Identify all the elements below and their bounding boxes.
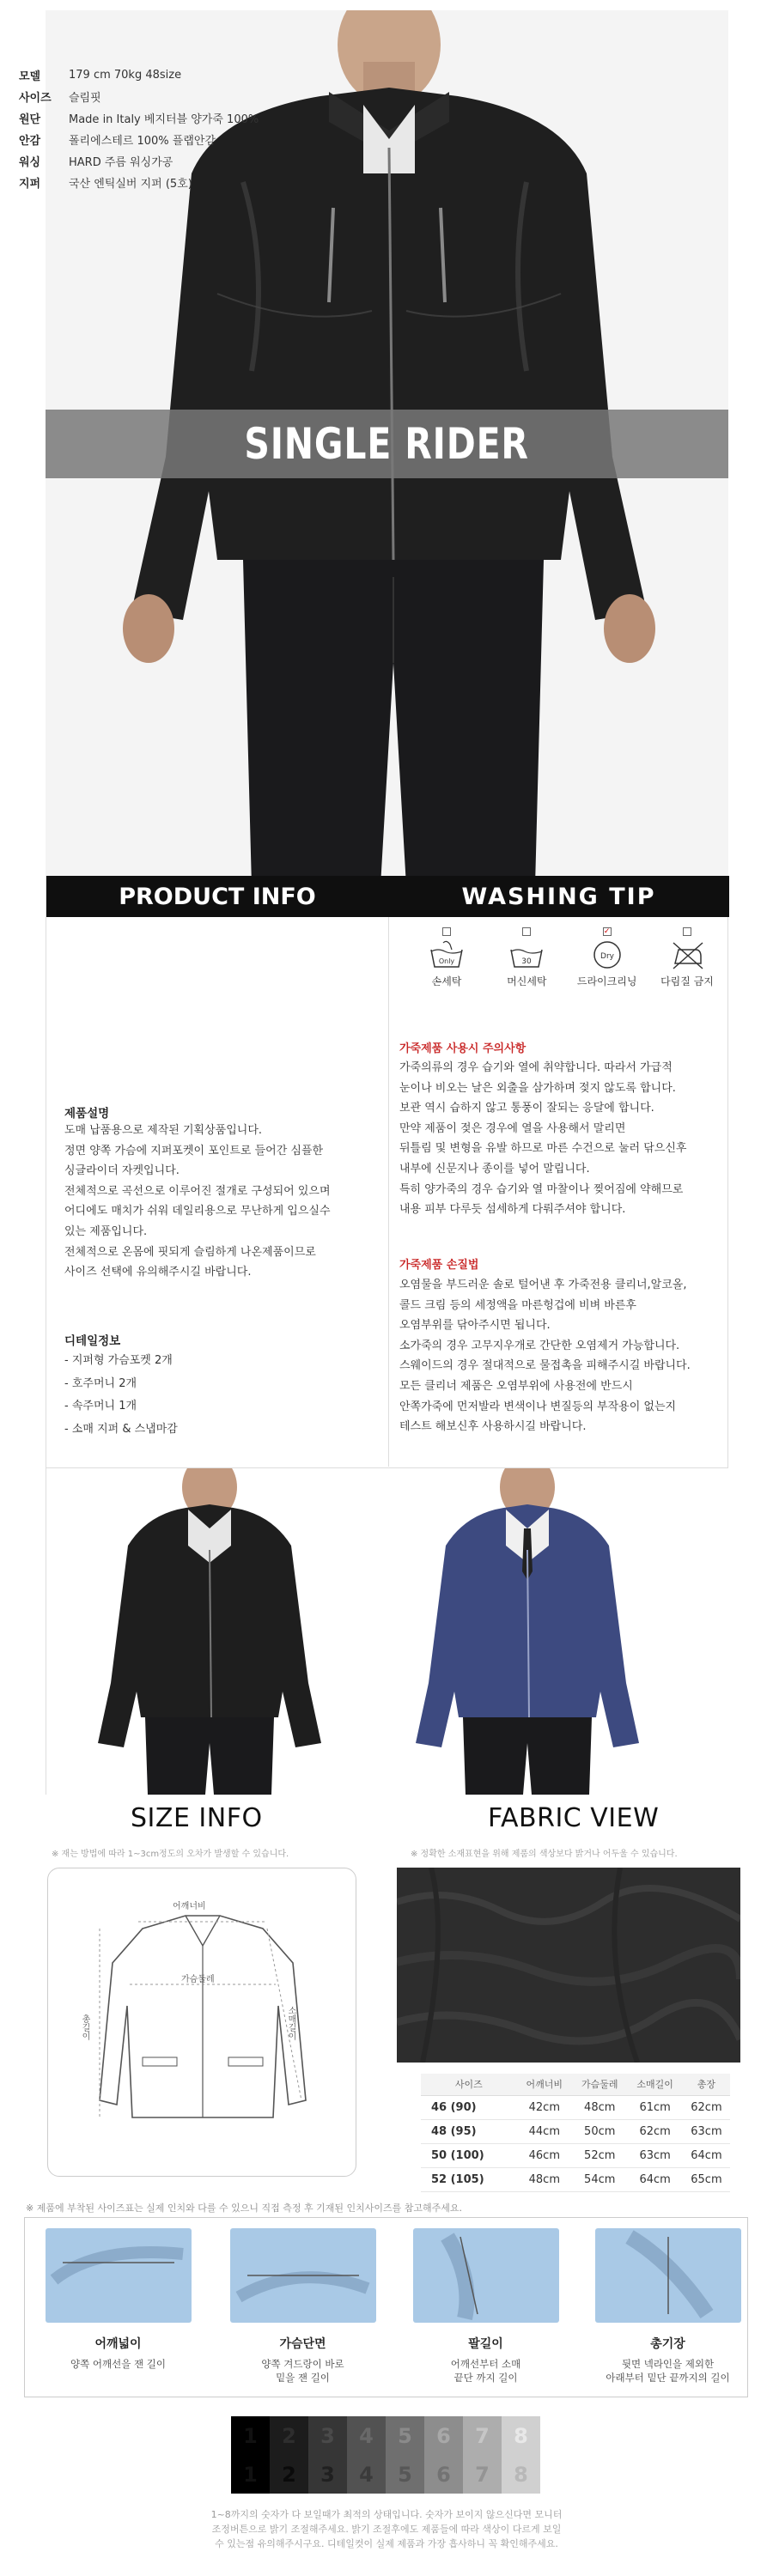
gray-swatch	[270, 2416, 308, 2494]
gray-swatch	[347, 2416, 386, 2494]
spec-list	[19, 64, 259, 193]
details-title: 디테일정보	[64, 1334, 121, 1348]
machine-wash-icon	[508, 939, 545, 970]
sleeve-measure-photo	[413, 2228, 559, 2323]
spec-key: 모델	[19, 70, 41, 83]
gray-swatch	[386, 2416, 424, 2494]
gray-number: 6	[436, 2462, 451, 2487]
table-cell: 64cm	[627, 2167, 682, 2191]
care-line: 내용 피부 다루듯 섬세하게 다뤄주셔야 합니다.	[399, 1203, 626, 1217]
gray-number: 1	[243, 2462, 258, 2487]
table-row	[421, 2143, 730, 2167]
wash-item-hand	[412, 927, 481, 988]
dry-clean-icon	[588, 939, 626, 970]
table-row	[421, 2167, 730, 2191]
care-caution-title: 가죽제품 사용시 주의사항	[399, 1042, 526, 1055]
size-table-th: 어깨너비	[517, 2074, 572, 2095]
gray-swatch	[308, 2416, 347, 2494]
size-cell: 52 (105)	[421, 2167, 517, 2191]
checkbox-icon	[683, 927, 691, 936]
description-line: 전체적으로 곡선으로 이루어진 절개로 구성되어 있으며	[64, 1184, 331, 1198]
gray-note-line: 1~8까지의 숫자가 다 보일때가 최적의 상태입니다. 숫자가 보이지 않으신다면 모니터	[210, 2509, 563, 2520]
table-cell: 44cm	[517, 2119, 572, 2143]
length-measure-photo	[595, 2228, 741, 2323]
size-table-th: 사이즈	[421, 2074, 517, 2095]
size-info-title: SIZE INFO	[131, 1803, 263, 1833]
gray-number: 7	[475, 2462, 490, 2487]
care-caution-text	[399, 1058, 717, 1220]
sleeve-measure-image	[413, 2228, 559, 2323]
gray-swatch	[463, 2416, 502, 2494]
measure-desc-line: 밑을 잰 길이	[276, 2372, 330, 2384]
care-line: 오염물을 부드러운 솔로 털어낸 후 가죽전용 클리너,알코올,	[399, 1279, 687, 1291]
gray-number: 2	[282, 2462, 296, 2487]
spec-row-fabric	[19, 107, 259, 129]
care-line: 가죽의류의 경우 습기와 열에 취약합니다. 따라서 가급적	[399, 1061, 673, 1074]
svg-text:Only: Only	[438, 957, 455, 965]
spec-key: 원단	[19, 113, 41, 126]
measure-desc	[43, 2357, 193, 2371]
measure-label: 팔길이	[468, 2337, 503, 2351]
spec-value: 슬림핏	[69, 92, 101, 105]
measure-notice: ※ 제품에 부착된 사이즈표는 실제 인치와 다를 수 있으니 직접 측정 후 기재된 인치사이즈를 참고해주세요.	[26, 2202, 462, 2214]
description-line: 사이즈 선택에 유의해주시길 바랍니다.	[64, 1266, 252, 1279]
gray-number: 3	[320, 2423, 335, 2448]
measure-desc-line: 양쪽 겨드랑이 바로	[261, 2358, 344, 2370]
size-table-th: 소매길이	[627, 2074, 682, 2095]
checkbox-icon	[522, 927, 531, 936]
product-info-header: PRODUCT INFO	[46, 876, 388, 917]
spec-key: 안감	[19, 135, 41, 148]
wash-label: 다림질 금지	[660, 975, 714, 987]
measure-desc-line: 아래부터 밑단 끝까지의 길이	[606, 2372, 730, 2384]
description-text	[64, 1121, 382, 1283]
chest-label: 가슴둘레	[181, 1975, 215, 1984]
hand-wash-icon	[428, 939, 466, 970]
measure-desc-line: 양쪽 어깨선을 잰 길이	[70, 2358, 166, 2370]
measure-label: 가슴단면	[279, 2337, 326, 2351]
wash-label: 손세탁	[431, 975, 462, 987]
gray-number: 8	[514, 2423, 528, 2448]
spec-value: Made in Italy 베지터블 양가죽 100%	[69, 113, 259, 126]
measure-card-chest	[228, 2228, 378, 2385]
product-title: SINGLE RIDER	[244, 419, 530, 469]
table-cell: 62cm	[627, 2119, 682, 2143]
wash-item-noiron	[653, 927, 721, 988]
details-list	[64, 1350, 178, 1441]
wash-label: 드라이크리닝	[576, 975, 637, 987]
details-item: - 호주머니 2개	[64, 1376, 137, 1390]
measure-desc	[228, 2357, 378, 2385]
table-cell: 48cm	[517, 2167, 572, 2191]
description-line: 정면 양쪽 가슴에 지퍼포켓이 포인트로 들어간 심플한	[64, 1144, 324, 1157]
measure-card-shoulder	[43, 2228, 193, 2371]
size-table-header	[421, 2074, 730, 2095]
table-cell: 42cm	[517, 2095, 572, 2119]
gray-number: 5	[398, 2462, 412, 2487]
care-line: 뒤틀림 및 변형을 유발 하므로 마른 수건으로 눌러 닦으신후	[399, 1142, 687, 1156]
gray-swatch	[231, 2416, 270, 2494]
wash-label: 머신세탁	[507, 975, 547, 987]
gray-number: 2	[282, 2423, 296, 2448]
table-cell: 64cm	[683, 2143, 730, 2167]
size-table-th: 가슴둘레	[572, 2074, 627, 2095]
shoulder-label: 어깨너비	[173, 1902, 206, 1911]
spec-row-model	[19, 64, 259, 86]
details-item: - 지퍼형 가슴포켓 2개	[64, 1354, 173, 1367]
spec-row-size	[19, 86, 259, 107]
gray-note-line: 조정버튼으로 밝기 조절해주세요. 밝기 조절후에도 제품들에 따라 색상이 다르게 보일	[211, 2524, 562, 2535]
color-options-photo	[46, 1468, 728, 1795]
care-line: 특히 양가죽의 경우 습기와 열 마찰이나 찢어짐에 약해므로	[399, 1182, 684, 1196]
checkbox-icon: ✓	[603, 927, 611, 936]
description-line: 전체적으로 온몸에 핏되게 슬림하게 나온제품이므로	[64, 1245, 316, 1259]
gray-number: 4	[359, 2423, 374, 2448]
details-item: - 속주머니 1개	[64, 1400, 137, 1413]
sleeve-label: 소매길이	[286, 2006, 295, 2040]
care-line: 만약 제품이 젖은 경우에 열을 사용해서 말리면	[399, 1121, 626, 1135]
table-cell: 65cm	[683, 2167, 730, 2191]
length-label: 총길이	[80, 2014, 89, 2040]
table-cell: 52cm	[572, 2143, 627, 2167]
table-row	[421, 2095, 730, 2119]
measure-desc	[593, 2357, 743, 2385]
gray-number: 8	[514, 2462, 528, 2487]
details-item: - 소매 지퍼 & 스냅마감	[64, 1422, 178, 1436]
shoulder-measure-photo	[46, 2228, 192, 2323]
spec-value: 국산 엔틱실버 지퍼 (5호)	[69, 178, 192, 191]
washing-tip-header: WASHING TIP	[388, 876, 729, 917]
size-cell: 50 (100)	[421, 2143, 517, 2167]
two-jackets-image	[46, 1468, 729, 1795]
measure-desc-line: 뒷면 넥라인을 제외한	[621, 2358, 715, 2370]
gray-number: 4	[359, 2462, 374, 2487]
fabric-texture-image	[397, 1868, 740, 2063]
care-line: 콜드 크림 등의 세정액을 마른헝겁에 비벼 바른후	[399, 1298, 636, 1312]
care-line: 모든 클리너 제품은 오염부위에 사용전에 반드시	[399, 1379, 633, 1393]
size-cell: 46 (90)	[421, 2095, 517, 2119]
fabric-view-note: ※ 정확한 소재표현을 위해 제품의 색상보다 밝거나 어두울 수 있습니다.	[411, 1850, 678, 1859]
description-line: 어디에도 매치가 쉬워 데일리용으로 무난하게 입으실수	[64, 1205, 331, 1218]
spec-value: 179 cm 70kg 48size	[69, 69, 182, 82]
measure-card-sleeve	[411, 2228, 561, 2385]
care-line: 스웨이드의 경우 절대적으로 물접촉을 피해주시길 바랍니다.	[399, 1359, 691, 1373]
size-info-note: ※ 재는 방법에 따라 1~3cm정도의 오차가 발생할 수 있습니다.	[52, 1850, 289, 1859]
table-row	[421, 2119, 730, 2143]
size-table	[421, 2074, 730, 2192]
care-line: 오염부위를 닦아주시면 됩니다.	[399, 1319, 551, 1333]
chest-measure-image	[230, 2228, 376, 2323]
spec-value: 폴리에스테르 100% 플랩안감	[69, 135, 216, 148]
gray-number: 5	[398, 2423, 412, 2448]
washing-icons	[412, 927, 721, 988]
care-line: 내부에 신문지나 종이를 넣어 말립니다.	[399, 1162, 590, 1176]
gray-number: 6	[436, 2423, 451, 2448]
table-cell: 54cm	[572, 2167, 627, 2191]
size-diagram	[47, 1868, 356, 2177]
wash-item-machine	[492, 927, 561, 988]
gray-scale-chart	[231, 2416, 540, 2494]
care-cleaning-text	[399, 1275, 717, 1437]
measure-desc-line: 끝단 까지 길이	[453, 2372, 518, 2384]
table-cell: 63cm	[627, 2143, 682, 2167]
care-line: 보관 역시 습하지 않고 통풍이 잘되는 응달에 합니다.	[399, 1102, 654, 1115]
spec-key: 워싱	[19, 156, 41, 169]
product-title-band	[46, 410, 728, 478]
checkbox-icon	[442, 927, 451, 936]
gray-number: 7	[475, 2423, 490, 2448]
description-line: 도매 납품용으로 제작된 기획상품입니다.	[64, 1124, 263, 1137]
gray-scale-note	[0, 2507, 773, 2551]
spec-row-lining	[19, 129, 259, 150]
care-line: 소가죽의 경우 고무지우개로 간단한 오염제거 가능합니다.	[399, 1339, 680, 1352]
shoulder-measure-image	[46, 2228, 192, 2323]
care-cleaning-title: 가죽제품 손질법	[399, 1259, 479, 1272]
measure-desc	[411, 2357, 561, 2385]
care-line: 테스트 해보신후 사용하시길 바랍니다.	[399, 1420, 587, 1434]
care-line: 안쪽가죽에 먼저발라 변색이나 변질등의 부작용이 없는지	[399, 1400, 677, 1413]
no-iron-icon	[668, 939, 706, 970]
measure-card-length	[593, 2228, 743, 2385]
table-cell: 63cm	[683, 2119, 730, 2143]
gray-number: 3	[320, 2462, 335, 2487]
leather-texture	[397, 1868, 740, 2063]
size-table-th: 총장	[683, 2074, 730, 2095]
spec-value: HARD 주름 워싱가공	[69, 156, 173, 169]
gray-swatch	[502, 2416, 540, 2494]
length-measure-image	[595, 2228, 741, 2323]
fabric-view-title: FABRIC VIEW	[488, 1803, 660, 1833]
chest-measure-photo	[230, 2228, 376, 2323]
svg-text:Dry: Dry	[600, 952, 614, 961]
jacket-outline-diagram	[48, 1868, 357, 2178]
spec-key: 사이즈	[19, 92, 52, 105]
table-cell: 46cm	[517, 2143, 572, 2167]
description-line: 있는 제품입니다.	[64, 1224, 148, 1238]
wash-item-dryclean	[573, 927, 642, 988]
svg-text:30: 30	[521, 957, 533, 966]
size-cell: 48 (95)	[421, 2119, 517, 2143]
care-line: 눈이나 비오는 날은 외출을 삼가하며 젖지 않도록 합니다.	[399, 1081, 676, 1095]
table-cell: 50cm	[572, 2119, 627, 2143]
gray-swatch	[424, 2416, 463, 2494]
spec-row-zipper	[19, 172, 259, 193]
gray-number: 1	[243, 2423, 258, 2448]
spec-row-washing	[19, 150, 259, 172]
measure-label: 어깨넓이	[94, 2337, 142, 2351]
spec-key: 지퍼	[19, 178, 41, 191]
column-divider	[388, 917, 389, 1467]
measure-label: 총기장	[650, 2337, 685, 2351]
table-cell: 62cm	[683, 2095, 730, 2119]
gray-note-line: 수 있는점 유의해주시구요. 디테일컷이 실제 제품과 가장 흡사하니 꼭 확인해주세요.	[215, 2538, 558, 2549]
measure-desc-line: 어깨선부터 소매	[450, 2358, 521, 2370]
table-cell: 48cm	[572, 2095, 627, 2119]
table-cell: 61cm	[627, 2095, 682, 2119]
description-title: 제품설명	[64, 1107, 110, 1121]
description-line: 싱글라이더 자켓입니다.	[64, 1164, 180, 1178]
